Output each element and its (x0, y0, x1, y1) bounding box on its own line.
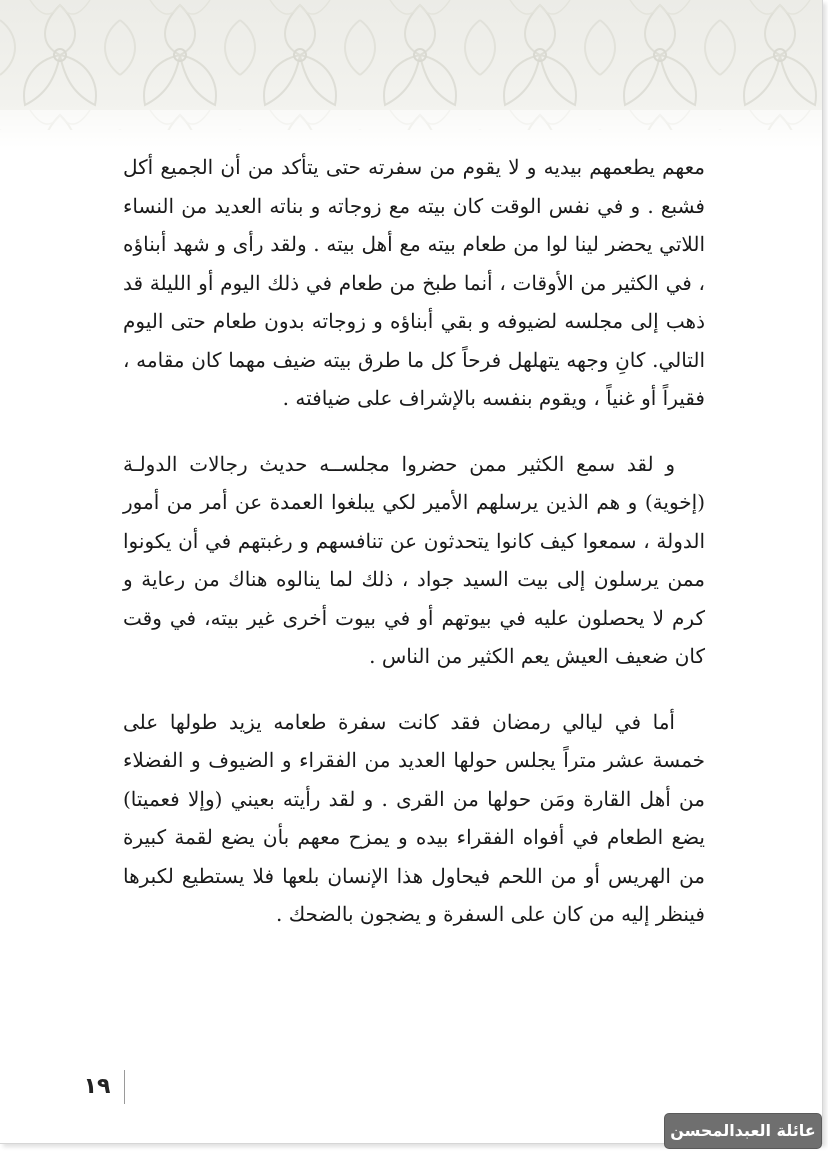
paragraph-3: أما في ليالي رمضان فقد كانت سفرة طعامه يزيد طولها على خمسة عشر متراً يجلس حولها العديد من الفقراء و الضيوف و الفضلاء من أهل القارة ومَن حولها من القرى . و لقد رأيته بعيني (وإلا فعميتا) يضع الطعام في أفواه الفقراء بيده و يمزح معهم بأن يضع لقمة كبيرة من الهريس أو من اللحم فيحاول هذا الإنسان بلعها فلا يستطيع لكبرها فينظر إليه من كان على السفرة و يضجون بالضحك . (123, 709, 706, 926)
paragraph-1: معهم يطعمهم بيديه و لا يقوم من سفرته حتى يتأكد من أن الجميع أكل فشبع . و في نفس الوقت كان بيته مع زوجاته و بناته العديد من النساء اللاتي يحضر لينا لوا من طعام بيته مع أهل بيته . ولقد رأى و شهد أبناؤه ، في الكثير من الأوقات ، أنما طبخ من طعام في ذلك اليوم أو الليلة قد ذهب إلى مجلسه لضيوفه و بقي أبناؤه و زوجاته بدون طعام حتى اليوم التالي. كانِ وجهه يتهلهل فرحاً كل ما طرق بيته ضيف مهما كان مقامه ، فقيراً أو غنياً ، ويقوم بنفسه بالإشراف على ضيافته . (123, 155, 705, 410)
page-number: ١٩ (83, 1074, 111, 1099)
paragraph-2: و لقد سمع الكثير ممن حضروا مجلســه حديث رجالات الدولـة (إخوية) و هم الذين يرسلهم الأمير لكي يبلغوا العمدة عن أمر من أمور الدولة ، سمعوا كيف كانوا يتحدثون عن تنافسهم و رغبتهم في أن يكونوا ممن يرسلون إلى بيت السيد جواد ، ذلك لما ينالوه هناك من رعاية و كرم لا يحصلون عليه في بيوتهم أو في بيوت أخرى غير بيته، في وقت كان ضعيف العيش يعم الكثير من الناس . (123, 451, 705, 668)
watermark-badge: عائلة العبدالمحسن (664, 1113, 822, 1149)
body-text (123, 148, 705, 961)
ornamental-header-pattern (0, 0, 822, 150)
footer-divider (124, 1070, 125, 1104)
